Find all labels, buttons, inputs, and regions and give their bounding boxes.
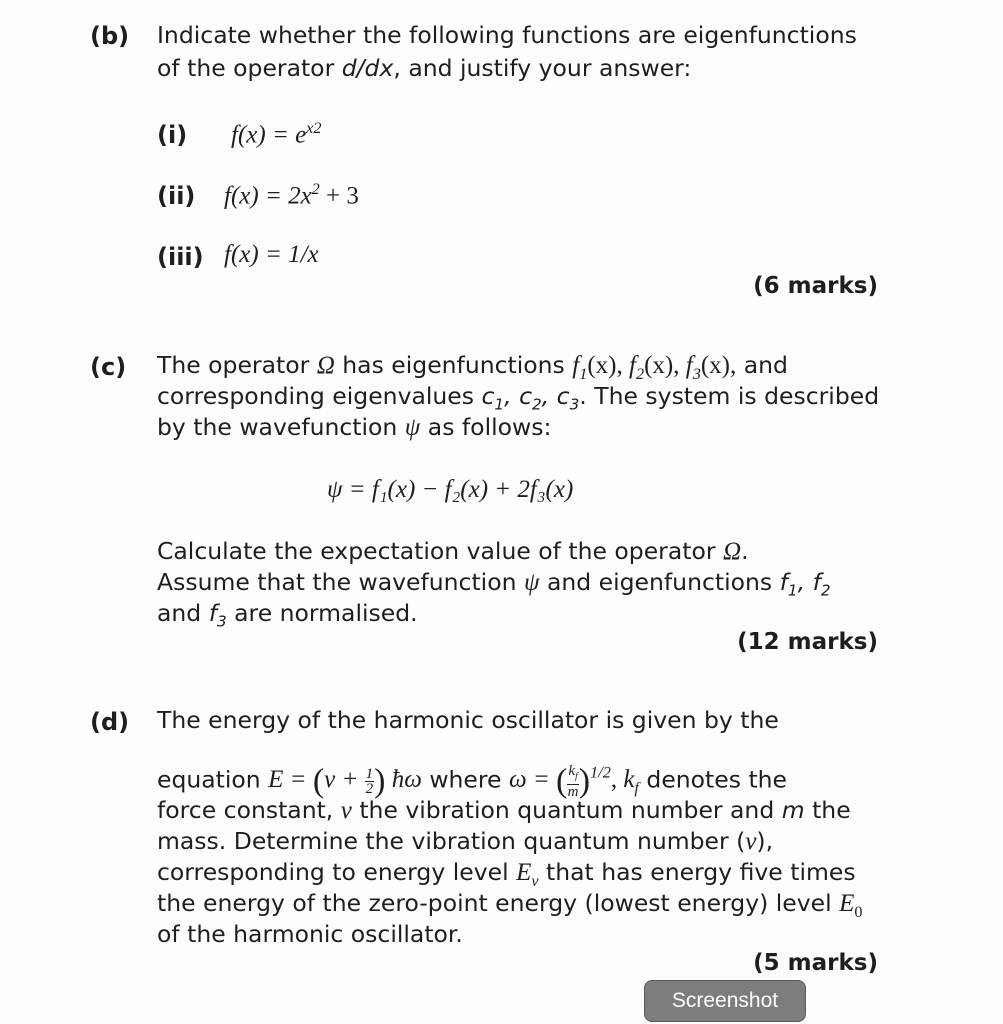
one-half-fraction: $\frac{1}{2}$	[365, 766, 374, 798]
part-b-ii-equation: $f(x) = 2x^2 + 3$	[224, 180, 359, 210]
part-b-iii-label: (iii)	[157, 243, 204, 271]
part-b-marks: (6 marks)	[753, 273, 878, 299]
part-b-iii-equation: f(x) = 1/x	[224, 241, 319, 268]
part-d-line7: of the harmonic oscillator.	[157, 920, 463, 948]
part-c-line6: and $f_3$ are normalised.	[157, 599, 418, 631]
part-d-line3: force constant, v the vibration quantum number and m the	[157, 796, 851, 824]
part-b-line2: of the operator d/dx, and justify your answer:	[157, 54, 692, 82]
part-c-label: (c)	[90, 353, 127, 381]
part-d-marks: (5 marks)	[753, 950, 878, 976]
part-d-equation-line: equation E = (v + $\frac{1}{2}$ ) ħω where ω = ( $\frac{k_f}{m}$ )$^{1/2}$, $k_f$ denotes the	[157, 762, 788, 801]
part-c-wavefunction-equation: ψ = f₁(x) − f₂(x) + 2f₃(x)	[327, 476, 574, 503]
part-b-i-label: (i)	[157, 121, 188, 149]
part-c-line3: by the wavefunction ψ as follows:	[157, 413, 552, 441]
screenshot-button[interactable]: Screenshot	[644, 980, 806, 1022]
part-d-label: (d)	[90, 708, 130, 736]
part-b-line1: Indicate whether the following functions are eigenfunctions	[157, 21, 857, 49]
part-c-line2: corresponding eigenvalues $c_1$, $c_2$, $c_3$. The system is described	[157, 382, 880, 414]
part-d-line6: the energy of the zero-point energy (lowest energy) level $E_0$	[157, 889, 863, 921]
part-d-line1: The energy of the harmonic oscillator is given by the	[157, 706, 779, 734]
part-b-label: (b)	[90, 22, 130, 50]
part-c-line5: Assume that the wavefunction ψ and eigenfunctions $f_1$, $f_2$	[157, 568, 831, 600]
part-c-line4: Calculate the expectation value of the operator Ω.	[157, 537, 749, 565]
kf-over-m-fraction: $\frac{k_f}{m}$	[567, 763, 579, 801]
part-b-ii-label: (ii)	[157, 182, 196, 210]
part-d-line5: corresponding to energy level $E_v$ that has energy five times	[157, 858, 856, 890]
part-c-line1: The operator Ω has eigenfunctions $f_1(x)$, $f_2(x)$, $f_3(x)$, and	[157, 351, 788, 383]
part-b-i-equation: $f(x) = e^{x2}$	[231, 119, 322, 149]
part-c-marks: (12 marks)	[737, 629, 878, 655]
part-d-line4: mass. Determine the vibration quantum number (v),	[157, 827, 774, 855]
